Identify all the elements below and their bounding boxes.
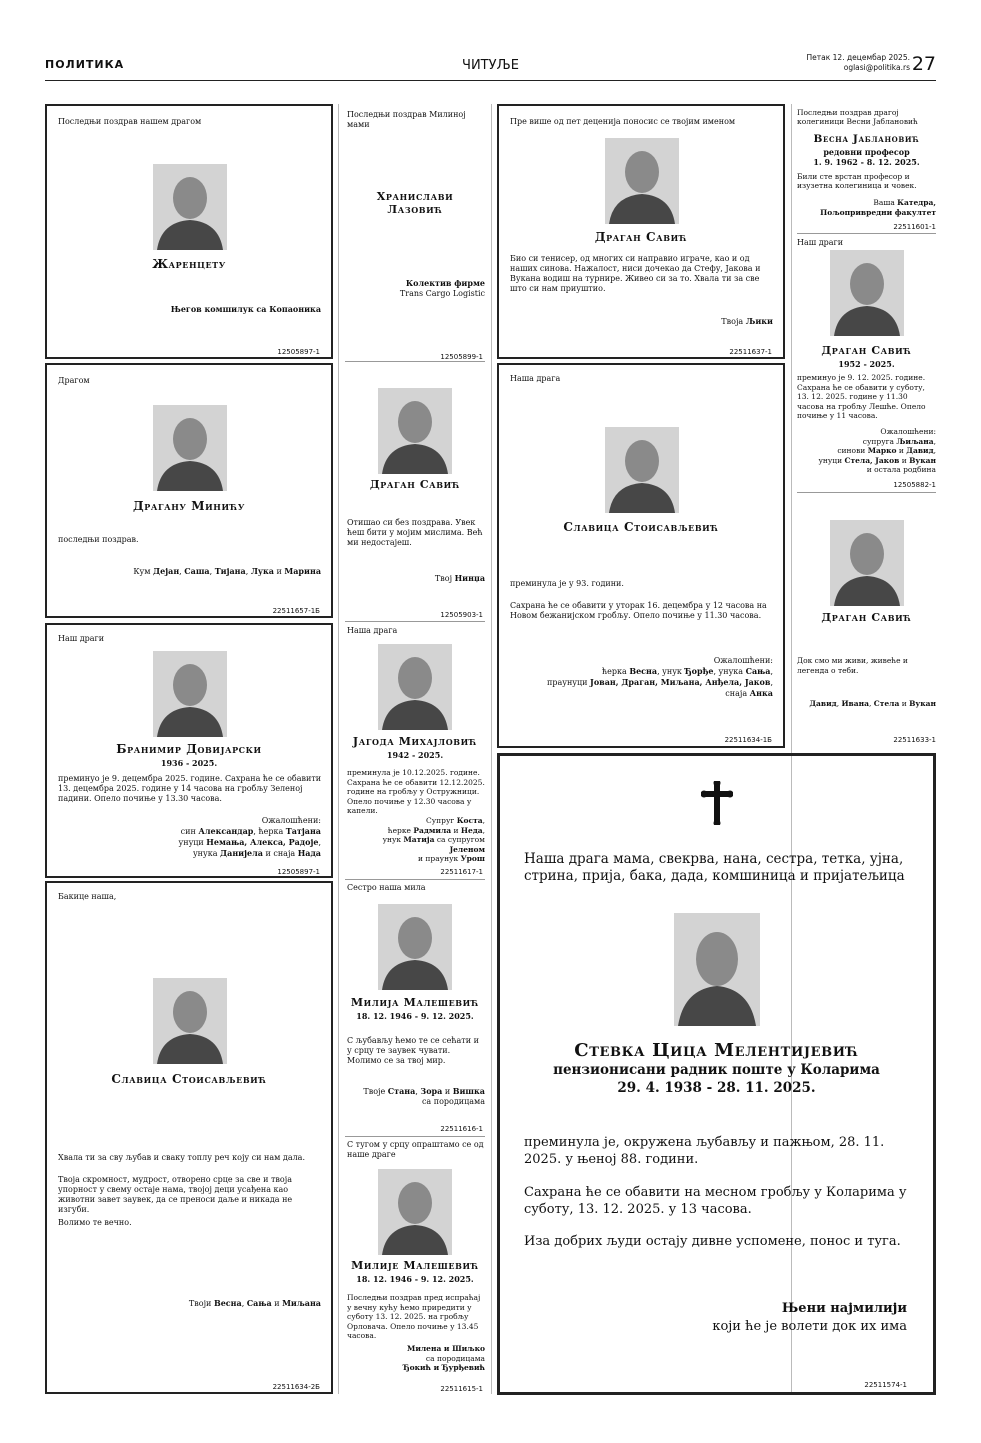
ad-reference: 22511633-1: [893, 736, 936, 744]
notice-body: преминуо је 9. децембра 2025. године. Сахрана ће се обавити 13. децембра 2025. године у 14 часова на гробљу Зеленој падини. Опело почиње у 13.30 часова.: [58, 774, 322, 803]
notice-body: Док смо ми живи, живеће и легенда о теби.: [797, 656, 908, 675]
notice-signature: Њени најмилији који ће је волети док их има: [712, 1301, 907, 1334]
notice-intro: Наша драга: [510, 374, 561, 383]
notice-intro: Наша драга: [347, 626, 398, 635]
notice-savic-ninja: [345, 362, 485, 620]
notice-signature: Ваша Катедра, Пољопривредни факултет: [820, 198, 936, 217]
person-silhouette-icon: [153, 164, 227, 250]
deceased-years: 1942 - 2025.: [386, 750, 444, 760]
notice-body: Отишао си без поздрава. Увек ћеш бити у мојим мислима. Већ ми недостајеш.: [347, 518, 483, 547]
ad-reference: 22511657-1Б: [272, 607, 320, 615]
deceased-name: Славица Стоисављевић: [111, 1072, 267, 1086]
notice-intro: Последњи поздрав нашем драгом: [58, 117, 202, 126]
person-silhouette-icon: [378, 1169, 452, 1255]
notice-body: Последњи поздрав пред испраћај у вечну кућу ћемо приредити у суботу 13. 12. 2025. на гробљу Орловача. Опело почиње у 13.45 часова.: [347, 1293, 481, 1341]
orthodox-cross-icon: [701, 781, 733, 825]
column-divider: [491, 104, 492, 1394]
notice-minic: [45, 363, 333, 618]
ad-reference: 22511617-1: [440, 868, 483, 876]
notice-intro: Наша драга мама, свекрва, нана, сестра, тетка, ујна, стрина, прија, бака, дада, комшиница и пријатељица: [524, 851, 905, 884]
notice-intro: Последњи поздрав драгој колегиници Весни Јаблановић: [797, 108, 918, 126]
notice-intro: Драгом: [58, 376, 90, 385]
notice-savic-ljiki: [497, 104, 785, 359]
notice-body: Сахрана ће се обавити у уторак 16. децембра у 12 часова на Новом бежанијском гробљу. Опело почиње у 11.30 часова.: [510, 601, 767, 620]
notice-signature: Твоји Весна, Сања и Миљана: [188, 1298, 321, 1308]
notice-line: преминула је у 93. години.: [510, 579, 624, 588]
portrait-photo: [674, 913, 760, 1026]
notice-stoisavljevic-grandchildren: [45, 881, 333, 1394]
person-silhouette-icon: [605, 138, 679, 224]
notice-stoisavljevic-family: [497, 363, 785, 748]
portrait-photo: [153, 651, 227, 737]
section-title: ЧИТУЉЕ: [462, 58, 519, 73]
notice-melentijevic: [497, 753, 936, 1395]
deceased-name: Хранислави Лазовић: [376, 190, 454, 216]
deceased-title: пензионисани радник поште у Коларима: [553, 1062, 880, 1078]
notice-signature: Давид, Ивана, Стела и Вукан: [809, 699, 936, 708]
notice-mourners: Супруг Коста, ћерке Радмила и Неда, унук Матија са супругом Јеленом и праунук Урош: [382, 816, 485, 864]
notice-intro: Сестро наша мила: [347, 883, 426, 892]
notice-dovijarski: [45, 623, 333, 878]
deceased-name: Драган Савић: [594, 230, 688, 244]
ad-reference: 12505899-1: [440, 353, 483, 361]
person-silhouette-icon: [674, 913, 760, 1026]
notice-intro: С тугом у срцу опраштамо се од наше драге: [347, 1140, 484, 1159]
deceased-name: Стевка Цица Мелентијевић: [574, 1040, 859, 1061]
deceased-name: Славица Стоисављевић: [563, 520, 719, 534]
deceased-name: Драгану Минићу: [132, 499, 246, 513]
notice-intro: Наш драги: [58, 634, 105, 643]
person-silhouette-icon: [153, 651, 227, 737]
notice-savic-legend: [797, 493, 936, 747]
notice-intro: Последњи поздрав Милиној мами: [347, 110, 466, 129]
notice-body: преминуо је 9. 12. 2025. године. Сахрана ће се обавити у суботу, 13. 12. 2025. године у 11.30 часова на гробљу Лешће. Опело почиње у 11 часова.: [797, 373, 926, 421]
notice-body: преминула је 10.12.2025. године. Сахрана ће се обавити 12.12.2025. године на гробљу у Остружници. Опело почиње у 12.30 часова у капели.: [347, 768, 485, 816]
deceased-name: Жаренцету: [152, 257, 226, 271]
person-silhouette-icon: [153, 978, 227, 1064]
deceased-name: Бранимир Довијарски: [116, 742, 262, 756]
notice-mourners: Ожалошћени: ћерка Весна, унук Ђорђе, унука Сања, праунуци Јован, Драган, Миљана, Анђела, Јаков, снаја Анка: [547, 656, 773, 698]
ad-reference: 12505882-1: [893, 481, 936, 489]
portrait-photo: [153, 405, 227, 491]
deceased-name: Милија Малешевић: [350, 996, 480, 1009]
notice-lazovic: [345, 106, 485, 360]
notice-mourners: Ожалошћени: син Александар, ћерка Татјана унуци Немања, Алекса, Радоје, унука Данијела и снаја Нада: [178, 816, 321, 858]
notice-signature: Кум Дејан, Саша, Тијана, Лука и Марина: [133, 566, 321, 576]
ad-reference: 22511634-1Б: [724, 736, 772, 744]
portrait-photo: [605, 427, 679, 513]
notice-mihajlovic: [345, 622, 485, 878]
portrait-photo: [605, 138, 679, 224]
deceased-name: Драган Савић: [821, 344, 912, 357]
person-silhouette-icon: [830, 250, 904, 336]
notice-signature: Твоје Стана, Зора и Вишка са породицама: [363, 1086, 485, 1106]
portrait-photo: [378, 644, 452, 730]
notice-body: Били сте врстан професор и изузетна колегиница и човек.: [797, 172, 917, 190]
person-silhouette-icon: [153, 405, 227, 491]
person-silhouette-icon: [378, 388, 452, 474]
page-number: 27: [911, 53, 936, 75]
notice-paragraph: Хвала ти за сву љубав и сваку топлу реч коју си нам дала.: [58, 1153, 305, 1162]
portrait-photo: [378, 904, 452, 990]
ad-reference: 12505903-1: [440, 611, 483, 619]
notice-signature: Колектив фирме Trans Cargo Logistic: [399, 278, 485, 298]
deceased-name: Јагода Михајловић: [352, 735, 478, 748]
deceased-years: 1936 - 2025.: [160, 758, 218, 768]
ad-reference: 12505897-1: [277, 348, 320, 356]
notice-line: последњи поздрав.: [58, 535, 139, 544]
deceased-years: 18. 12. 1946 - 9. 12. 2025.: [356, 1274, 474, 1284]
notice-signature: Његов комшилук са Копаоника: [170, 304, 321, 314]
notice-mourners: Ожалошћени: супруга Љиљана, синови Марко и Давид, унуци Стела, Јаков и Вукан и остала родбина: [818, 427, 936, 475]
newspaper-logo: ПОЛИТИКА: [45, 58, 125, 71]
person-silhouette-icon: [378, 904, 452, 990]
deceased-years: 1. 9. 1962 - 8. 12. 2025.: [813, 157, 920, 167]
deceased-years: 18. 12. 1946 - 9. 12. 2025.: [356, 1011, 474, 1021]
deceased-name: Весна Јаблановић: [813, 133, 920, 145]
notice-paragraph: Волимо те вечно.: [58, 1218, 132, 1227]
person-silhouette-icon: [830, 520, 904, 606]
notice-paragraph: преминула је, окружена љубављу и пажњом, 28. 11. 2025. у њеној 88. години.: [524, 1135, 885, 1167]
notice-malesevic-sisters: [345, 880, 485, 1135]
portrait-photo: [153, 978, 227, 1064]
contact-email[interactable]: oglasi@politika.rs: [843, 63, 910, 72]
notice-malesevic-family: [345, 1137, 485, 1393]
header-info: [807, 53, 910, 73]
portrait-photo: [153, 164, 227, 250]
notice-savic-family: [797, 234, 936, 490]
portrait-photo: [378, 1169, 452, 1255]
notice-intro: Наш драги: [797, 238, 844, 247]
person-silhouette-icon: [378, 644, 452, 730]
ad-reference: 22511616-1: [440, 1125, 483, 1133]
ad-reference: 12505897-1: [277, 868, 320, 876]
deceased-title: редовни професор: [823, 147, 910, 157]
person-silhouette-icon: [605, 427, 679, 513]
ad-reference: 22511574-1: [864, 1381, 907, 1389]
notice-paragraph: Иза добрих људи остају дивне успомене, понос и туга.: [524, 1234, 901, 1249]
ad-reference: 22511601-1: [893, 223, 936, 231]
deceased-name: Милије Малешевић: [351, 1259, 479, 1272]
notice-zarence: [45, 104, 333, 359]
portrait-photo: [830, 520, 904, 606]
notice-body: Био си тенисер, од многих си направио играче, као и од наших синова. Нажалост, ниси дочекао да Стефу, Јакова и Вукана водиш на турнире. Живео си за то. Хвала ти за све што си нам приуштио.: [510, 254, 761, 293]
notice-body: С љубављу ћемо те се сећати и у срцу те заувек чувати. Молимо се за твој мир.: [347, 1036, 479, 1065]
notice-paragraph: Сахрана ће се обавити на месном гробљу у Коларима у суботу, 13. 12. 2025. у 13 часова.: [524, 1185, 907, 1217]
notice-intro: Бакице наша,: [58, 892, 117, 901]
ad-reference: 22511615-1: [440, 1385, 483, 1393]
notice-signature: Твоја Љики: [721, 316, 773, 326]
deceased-name: Драган Савић: [821, 611, 912, 624]
page-header: [45, 52, 936, 81]
notice-signature: Милена и Шиљко са породицама Ђокић и Ђурђевић: [402, 1344, 485, 1373]
issue-date: Петак 12. децембар 2025.: [806, 53, 910, 62]
notice-signature: Твој Нинџа: [434, 573, 485, 583]
portrait-photo: [830, 250, 904, 336]
deceased-years: 1952 - 2025.: [838, 359, 895, 369]
column-divider: [338, 104, 339, 1394]
ad-reference: 22511634-2Б: [272, 1383, 320, 1391]
deceased-years: 29. 4. 1938 - 28. 11. 2025.: [617, 1080, 816, 1096]
ad-reference: 22511637-1: [729, 348, 772, 356]
notice-jablanovic: [797, 106, 936, 231]
notice-paragraph: Твоја скромност, мудрост, отворено срце за све и твоја упорност у свему остаје нама, твојој деци усађена као животни завет заувек, да се преноси даље и никада не изгуби.: [58, 1175, 293, 1214]
deceased-name: Драган Савић: [369, 478, 461, 491]
portrait-photo: [378, 388, 452, 474]
notice-intro: Пре више од пет деценија поносис се твојим именом: [510, 117, 736, 126]
